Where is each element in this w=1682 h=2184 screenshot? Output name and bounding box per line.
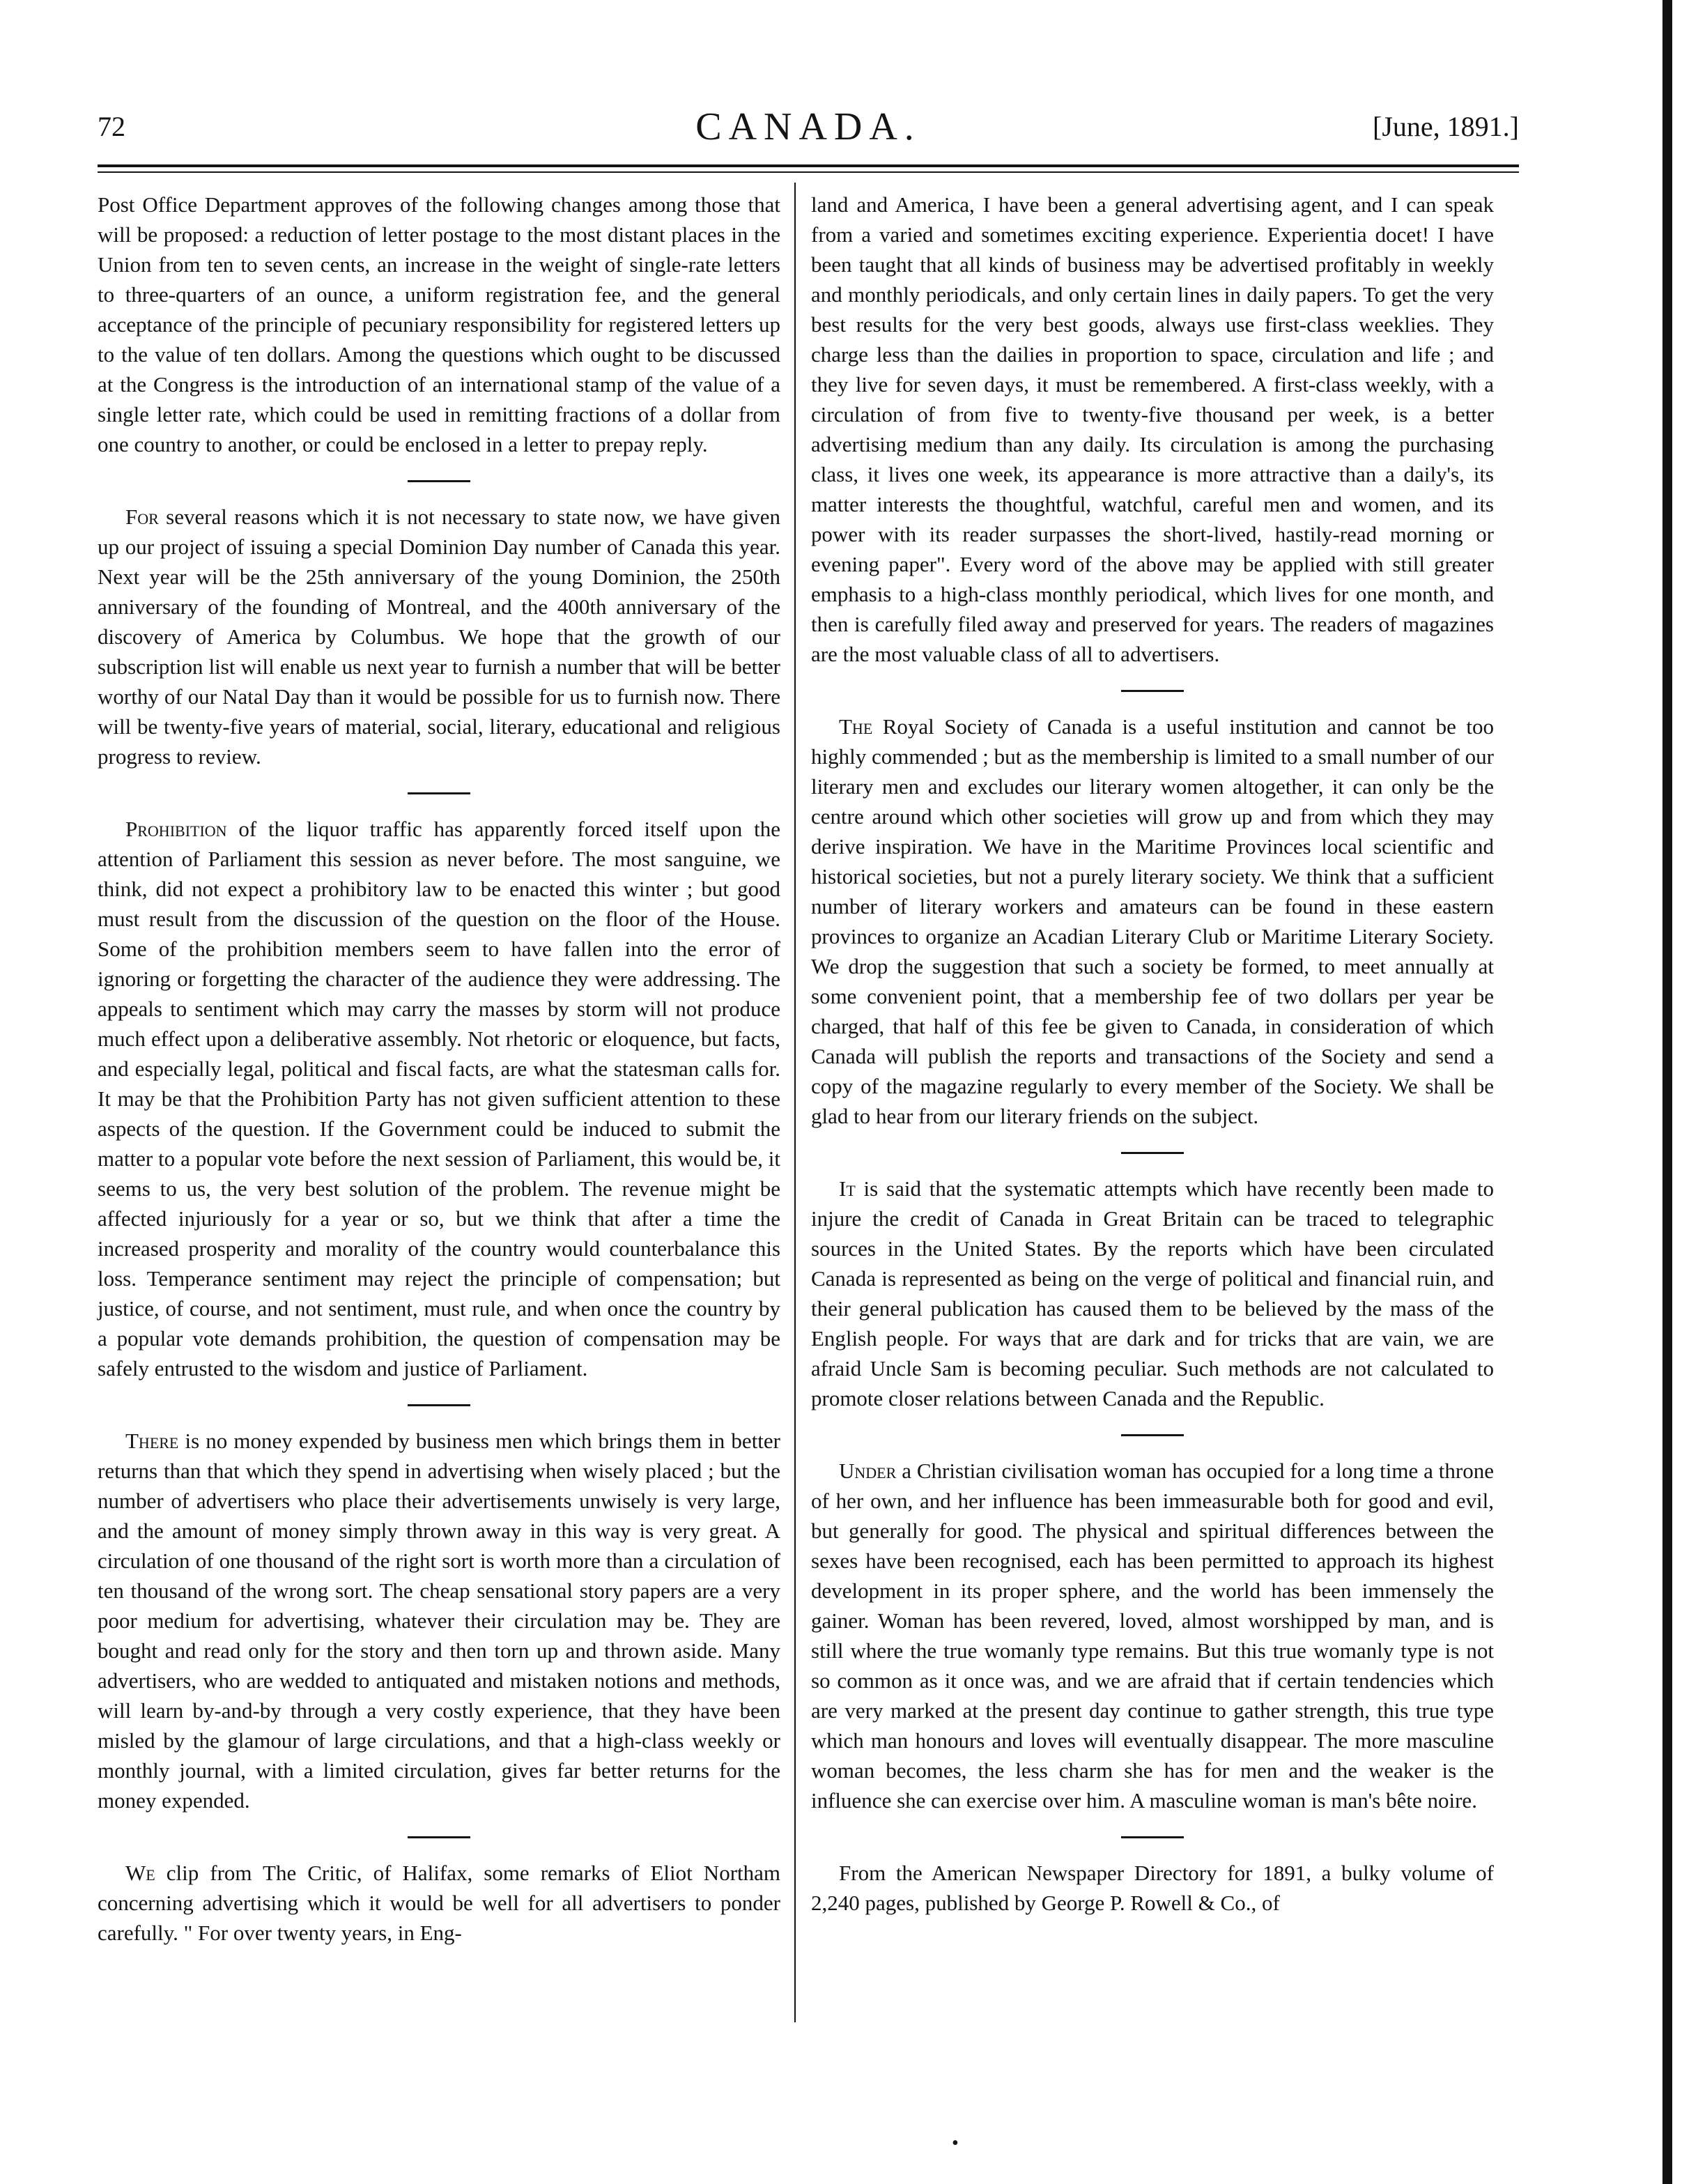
right-column xyxy=(811,190,1494,1918)
section-separator xyxy=(1121,690,1184,692)
section-separator xyxy=(1121,1152,1184,1154)
header-rule-thick xyxy=(98,164,1519,167)
section-separator xyxy=(1121,1434,1184,1436)
paragraph-newspaper-directory: From the American Newspaper Directory for 1891, a bulky volume of 2,240 pages, published by George P. Rowell & Co., of xyxy=(811,1861,1494,1915)
header-rule-thin xyxy=(98,171,1519,173)
page-edge-shadow xyxy=(1662,0,1672,2184)
section-separator xyxy=(408,792,470,794)
paragraph-critic-clip: We clip from The Critic, of Halifax, some remarks of Eliot Northam concerning advertising which it would be well for all advertisers to ponder carefully. " For over twenty years, in Eng- xyxy=(98,1861,780,1945)
paragraph-christian-civilisation: Under a Christian civilisation woman has occupied for a long time a throne of her own, and her influence has been immeasurable both for good and evil, but generally for good. The physical and spiritual differences between the sexes have been recognised, each has been permitted to approach its highest development in its proper sphere, and the world has been immensely the gainer. Woman has been revered, loved, almost worshipped by man, and is still where the true womanly type remains. But this true womanly type is not so common as it once was, and we are afraid that if certain tendencies which are very marked at the present day continue to gather strength, this true type which man honours and loves will eventually disappear. The more masculine woman becomes, the less charm she has for men and the weaker is the influence she can exercise over him. A masculine woman is man's bête noire. xyxy=(811,1459,1494,1813)
paragraph-advertising: There is no money expended by business men which brings them in better returns than that which they spend in advertising when wisely placed ; but the number of advertisers who place their advertisements unwisely is very large, and the amount of money simply thrown away in this way is very great. A circulation of one thousand of the right sort is worth more than a circulation of ten thousand of the wrong sort. The cheap sensational story papers are a very poor medium for advertising, whatever their circulation may be. They are bought and read only for the story and then torn up and thrown aside. Many advertisers, who are wedded to antiquated and mistaken notions and methods, will learn by-and-by through a very costly experience, that they have been misled by the glamour of large circulations, and that a high-class weekly or monthly journal, with a limited circulation, gives far better returns for the money expended. xyxy=(98,1429,780,1813)
paragraph-royal-society: The Royal Society of Canada is a useful institution and cannot be too highly commended ; but as the membership is limited to a small number of our literary men and excludes our literary women altogether, it can only be the centre around which other societies will grow up and from which they may derive inspiration. We have in the Maritime Provinces local scientific and historical societies, but not a purely literary society. We think that a sufficient number of literary workers and amateurs can be found in these eastern provinces to organize an Acadian Literary Club or Maritime Literary Society. We drop the suggestion that such a society be formed, to meet annually at some convenient point, that a membership fee of two dollars per year be charged, that half of this fee be given to Canada, in consideration of which Canada will publish the reports and transactions of the Society and send a copy of the magazine regularly to every member of the Society. We shall be glad to hear from our literary friends on the subject. xyxy=(811,714,1494,1128)
paragraph-advertising-continued: land and America, I have been a general advertising agent, and I can speak from a varied and sometimes exciting experience. Experientia docet! I have been taught that all kinds of business may be advertised profitably in weekly and monthly periodicals, and only certain lines in daily papers. To get the very best results for the very best goods, always use first-class weeklies. They charge less than the dailies in proportion to space, circulation and life ; and they live for seven days, it must be remembered. A first-class weekly, with a circulation of from five to twenty-five thousand per week, is a better advertising medium than any daily. Its circulation is among the purchasing class, it lives one week, its appearance is more attractive than a daily's, its matter interests the thoughtful, watchful, careful men and women, and its power with its reader surpasses the short-lived, hastily-read morning or evening paper". Every word of the above may be applied with still greater emphasis to a high-class monthly periodical, which lives for one month, and then is carefully filed away and preserved for years. The readers of magazines are the most valuable class of all to advertisers. xyxy=(811,192,1494,666)
section-separator xyxy=(408,1836,470,1838)
paragraph-postal-union: Post Office Department approves of the following changes among those that will be proposed: a reduction of letter postage to the most distant places in the Union from ten to seven cents, an increase in the weight of single-rate letters to three-quarters of an ounce, a uniform registration fee, and the general acceptance of the principle of pecuniary responsibility for registered letters up to the value of ten dollars. Among the questions which ought to be discussed at the Congress is the introduction of an international stamp of the value of a single letter rate, which could be used in remitting fractions of a dollar from one country to another, or could be enclosed in a letter to prepay reply. xyxy=(98,192,780,456)
paragraph-prohibition: Prohibition of the liquor traffic has apparently forced itself upon the attention of Parliament this session as never before. The most sanguine, we think, did not expect a prohibitory law to be enacted this winter ; but good must result from the discussion of the question on the floor of the House. Some of the prohibition members seem to have fallen into the error of ignoring or forgetting the character of the audience they were addressing. The appeals to sentiment which may carry the masses by storm will not produce much effect upon a deliberative assembly. Not rhetoric or eloquence, but facts, and especially legal, political and fiscal facts, are what the statesman calls for. It may be that the Prohibition Party has not given sufficient attention to these aspects of the question. If the Government could be induced to submit the matter to a popular vote before the next session of Parliament, this would be, it seems to us, the very best solution of the problem. The revenue might be affected injuriously for a year or so, but we think that after a time the increased prosperity and morality of the country would counterbalance this loss. Temperance sentiment may reject the principle of compensation; but justice, of course, and not sentiment, must rule, and when once the country by a popular vote demands prohibition, the question of compensation may be safely entrusted to the wisdom and justice of Parliament. xyxy=(98,817,780,1381)
page-number: 72 xyxy=(98,111,125,142)
section-separator xyxy=(408,1404,470,1406)
paragraph-dominion-day: For several reasons which it is not necessary to state now, we have given up our project of issuing a special Dominion Day number of Canada this year. Next year will be the 25th anniversary of the young Dominion, the 250th anniversary of the founding of Montreal, and the 400th anniversary of the discovery of America by Columbus. We hope that the growth of our subscription list will enable us next year to furnish a number that will be better worthy of our Natal Day than it would be possible for us to furnish now. There will be twenty-five years of material, social, literary, educational and religious progress to review. xyxy=(98,505,780,769)
section-separator xyxy=(1121,1836,1184,1838)
left-column xyxy=(98,190,780,1948)
paragraph-credit-of-canada: It is said that the systematic attempts which have recently been made to injure the credit of Canada in Great Britain can be traced to telegraphic sources in the United States. By the reports which have been circulated Canada is represented as being on the verge of political and financial ruin, and their general publication has caused them to be believed by the mass of the English people. For ways that are dark and for tricks that are vain, we are afraid Uncle Sam is becoming peculiar. Such methods are not calculated to promote closer relations between Canada and the Republic. xyxy=(811,1176,1494,1410)
section-separator xyxy=(408,480,470,482)
issue-date: [June, 1891.] xyxy=(1373,111,1519,142)
footer-mark: • xyxy=(952,2132,959,2154)
column-divider xyxy=(794,183,796,2022)
page-header xyxy=(98,105,1519,153)
journal-title: CANADA. xyxy=(695,105,921,148)
